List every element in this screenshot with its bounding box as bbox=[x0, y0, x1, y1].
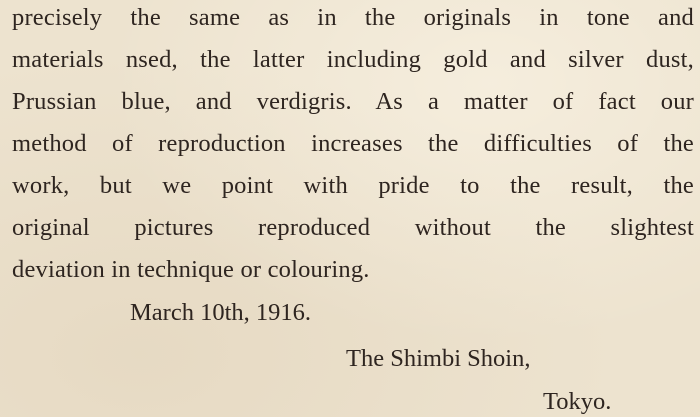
date-line: March 10th, 1916. bbox=[130, 299, 311, 326]
body-text-line-2: materials nsed, the latter including gold and silver dust, bbox=[12, 46, 694, 73]
publisher-signature: The Shimbi Shoin, bbox=[346, 345, 531, 372]
body-text-line-1: precisely the same as in the originals in tone and bbox=[12, 4, 694, 31]
body-text-line-5: work, but we point with pride to the result, the bbox=[12, 172, 694, 199]
body-text-line-7: deviation in technique or colouring. bbox=[12, 256, 370, 283]
body-text-line-6: original pictures reproduced without the slightest bbox=[12, 214, 694, 241]
body-text-line-4: method of reproduction increases the difficulties of the bbox=[12, 130, 694, 157]
city-line: Tokyo. bbox=[543, 388, 612, 415]
body-text-line-3: Prussian blue, and verdigris. As a matter of fact our bbox=[12, 88, 694, 115]
